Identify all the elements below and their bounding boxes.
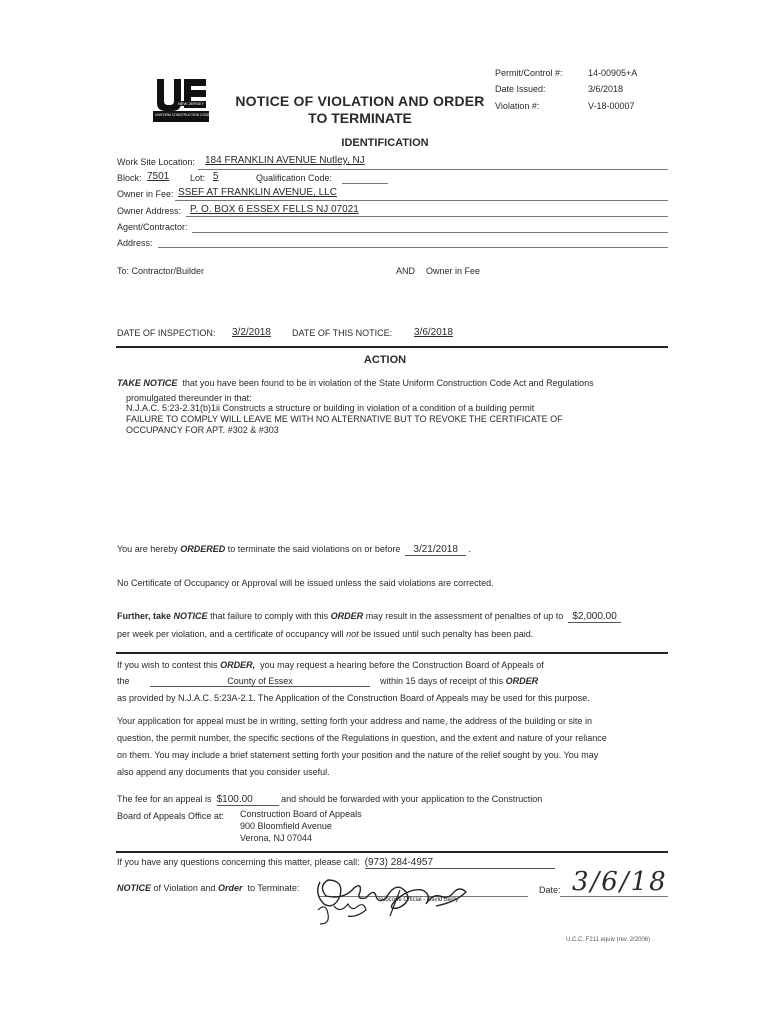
county-line bbox=[117, 676, 538, 687]
lot-value: 5 bbox=[213, 171, 219, 182]
fee-value: $100.00 bbox=[217, 794, 279, 806]
further-post: may result in the assessment of penalties of up to bbox=[365, 611, 564, 621]
address-label: Address: bbox=[117, 238, 153, 248]
per-week-post: be issued until such penalty has been paid. bbox=[361, 629, 534, 639]
owner-value: SSEF AT FRANKLIN AVENUE, LLC bbox=[178, 187, 337, 198]
no-certificate-text: No Certificate of Occupancy or Approval will be issued unless the said violations are corrected. bbox=[117, 578, 494, 588]
violation-value: V-18-00007 bbox=[588, 101, 635, 111]
appeal-para-4: also append any documents that you consider useful. bbox=[117, 767, 330, 777]
contest-line bbox=[117, 660, 544, 670]
further-mid: that failure to comply with this bbox=[210, 611, 329, 621]
owner-address-value: P. O. BOX 6 ESSEX FELLS NJ 07021 bbox=[190, 204, 359, 215]
within-order: ORDER bbox=[505, 676, 539, 686]
date-issued-label: Date Issued: bbox=[495, 84, 546, 94]
penalty-amount: $2,000.00 bbox=[568, 611, 621, 623]
take-notice-line bbox=[117, 378, 594, 388]
inspection-value: 3/2/2018 bbox=[232, 327, 271, 338]
per-week-pre: per week per violation, and a certificate of occupancy will bbox=[117, 629, 344, 639]
board-line-1: Construction Board of Appeals bbox=[240, 809, 362, 819]
form-footer: U.C.C. F211 equiv (rev. 2/2006) bbox=[566, 937, 651, 943]
permit-value: 14-00905+A bbox=[588, 68, 638, 78]
county-value: County of Essex bbox=[150, 676, 370, 687]
of-violation-text: of Violation and bbox=[153, 883, 216, 893]
block-label: Block: bbox=[117, 173, 142, 183]
appeal-para-3: on them. You may include a brief statement setting forth your position and the nature of the relief sought by you. You may bbox=[117, 750, 599, 760]
date-label: Date: bbox=[539, 885, 561, 895]
signer-title: Subcode Official - David Berry bbox=[378, 897, 459, 903]
qualification-label: Qualification Code: bbox=[256, 173, 333, 183]
failure-line-1: FAILURE TO COMPLY WILL LEAVE ME WITH NO ALTERNATIVE BUT TO REVOKE THE CERTIFICATE OF bbox=[126, 414, 563, 424]
divider-appeal bbox=[116, 652, 668, 654]
further-pre: Further, take bbox=[117, 611, 172, 621]
owner-in-fee: Owner in Fee bbox=[426, 266, 481, 276]
contest-order: ORDER, bbox=[220, 660, 256, 670]
code-line: N.J.A.C. 5:23-2.31(b)1ii Constructs a structure or building in violation of a condition of a building permit bbox=[126, 403, 535, 413]
ordered-date: 3/21/2018 bbox=[405, 544, 466, 556]
signature-date: 3/6/18 bbox=[572, 867, 668, 897]
divider-contact bbox=[116, 851, 668, 853]
action-heading: ACTION bbox=[363, 354, 407, 366]
identification-heading: IDENTIFICATION bbox=[341, 137, 429, 149]
per-week-not: not bbox=[346, 629, 359, 639]
board-label: Board of Appeals Office at: bbox=[117, 811, 224, 821]
within-text: within 15 days of receipt of this bbox=[380, 676, 504, 686]
block-value: 7501 bbox=[147, 171, 170, 182]
title-line-1: NOTICE OF VIOLATION AND ORDER bbox=[235, 93, 485, 109]
title-line-2: TO TERMINATE bbox=[308, 110, 412, 126]
logo-subtext: UNIFORM CONSTRUCTION CODE bbox=[155, 113, 210, 117]
date-issued-value: 3/6/2018 bbox=[588, 84, 624, 94]
provided-text: as provided by N.J.A.C. 5:23A-2.1. The Application of the Construction Board of Appeals may be used for this purpose. bbox=[117, 693, 590, 703]
failure-line-2: OCCUPANCY FOR APT. #302 & #303 bbox=[126, 425, 279, 435]
lot-label: Lot: bbox=[190, 173, 206, 183]
ordered-line: You are hereby ORDERED to terminate the said violations on or before 3/21/2018 . bbox=[117, 544, 471, 555]
the-word: the bbox=[117, 676, 130, 686]
take-notice-word: TAKE NOTICE bbox=[117, 378, 178, 388]
phone-number: (973) 284-4957 bbox=[365, 857, 555, 869]
and-label: AND bbox=[396, 266, 416, 276]
notice-date-label: DATE OF THIS NOTICE: bbox=[292, 328, 393, 338]
fee-line bbox=[117, 794, 542, 806]
inspection-label: DATE OF INSPECTION: bbox=[117, 328, 216, 338]
appeal-para-1: Your application for appeal must be in writing, setting forth your address and name, the address of the building or site in bbox=[117, 716, 592, 726]
order-word: Order bbox=[217, 883, 243, 893]
page-title bbox=[230, 93, 490, 126]
notice-word: NOTICE bbox=[117, 883, 152, 893]
board-line-3: Verona, NJ 07044 bbox=[240, 833, 313, 843]
to-label: To: Contractor/Builder bbox=[117, 266, 205, 276]
further-line bbox=[117, 611, 621, 623]
further-notice: NOTICE bbox=[173, 611, 208, 621]
ordered-word: ORDERED bbox=[180, 544, 226, 554]
ucc-logo bbox=[153, 76, 209, 122]
ordered-pre: You are hereby bbox=[117, 544, 178, 554]
further-order: ORDER bbox=[330, 611, 364, 621]
permit-label: Permit/Control #: bbox=[495, 68, 563, 78]
work-site-label: Work Site Location: bbox=[117, 157, 195, 167]
contest-post: you may request a hearing before the Construction Board of Appeals of bbox=[260, 660, 544, 670]
work-site-value: 184 FRANKLIN AVENUE Nutley, NJ bbox=[205, 155, 365, 166]
take-notice-text: that you have been found to be in violation of the State Uniform Construction Code Act and Regulations bbox=[182, 378, 594, 388]
agent-label: Agent/Contractor: bbox=[117, 222, 188, 232]
notice-of-violation-line bbox=[117, 883, 299, 893]
per-week-line bbox=[117, 629, 533, 639]
owner-address-label: Owner Address: bbox=[117, 206, 182, 216]
notice-date-value: 3/6/2018 bbox=[414, 327, 453, 338]
questions-text: If you have any questions concerning this matter, please call: bbox=[117, 857, 360, 867]
to-terminate-text: to Terminate: bbox=[247, 883, 300, 893]
owner-label: Owner in Fee: bbox=[117, 189, 174, 199]
promulgated-text: promulgated thereunder in that: bbox=[126, 393, 252, 403]
board-line-2: 900 Bloomfield Avenue bbox=[240, 821, 332, 831]
logo-text: NEW JERSEY bbox=[178, 101, 205, 106]
fee-post: and should be forwarded with your application to the Construction bbox=[281, 794, 543, 804]
divider-action bbox=[116, 346, 668, 348]
contest-pre: If you wish to contest this bbox=[117, 660, 218, 670]
appeal-para-2: question, the permit number, the specific sections of the Regulations in question, and the extent and nature of your reliance bbox=[117, 733, 607, 743]
violation-label: Violation #: bbox=[495, 101, 540, 111]
fee-pre: The fee for an appeal is bbox=[117, 794, 212, 804]
ordered-post: to terminate the said violations on or before bbox=[227, 544, 401, 554]
